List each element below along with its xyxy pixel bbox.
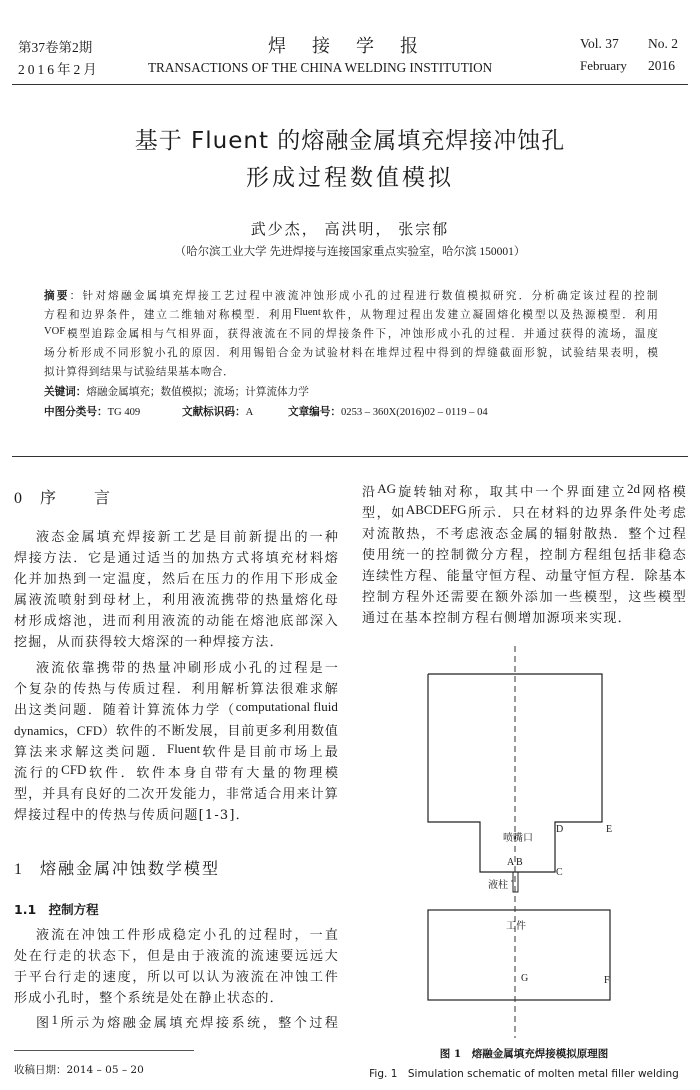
- body-left-line: 形成小孔时，整个系统是处在静止状态的．: [14, 991, 284, 1006]
- journal-month-en: February: [580, 58, 627, 73]
- body-right-line: 对 流 散 热 ， 不 考 虑 液 态 金 属 的 辐 射 散 热 ． 整 个 过 程: [362, 527, 686, 542]
- body-left-line: 液 流 在 冲 蚀 工 件 形 成 稳 定 小 孔 的 过 程 时 ， 一 直: [36, 928, 338, 943]
- body-left-line: 液 流 依 靠 携 带 的 热 量 冲 刷 形 成 小 孔 的 过 程 是 一: [36, 661, 338, 676]
- keywords-text: 熔融金属填充；数值模拟；流场；计算流体力学: [86, 386, 309, 398]
- received-date: 收稿日期：2014 – 05 – 20: [14, 1064, 144, 1076]
- journal-year-en: 2016: [648, 58, 675, 73]
- clc-label: 中图分类号：: [44, 406, 108, 418]
- body-left-line: 于 平 台 行 走 的 速 度 ， 所 以 可 以 认 为 液 流 在 冲 蚀 工 件: [14, 970, 338, 985]
- clc-value: TG 409: [107, 407, 141, 418]
- keywords-label: 关键词：: [44, 386, 87, 398]
- journal-name-en: TRANSACTIONS OF THE CHINA WELDING INSTITUTION: [148, 60, 493, 75]
- body-left-line: 挖掘，从而获得较大熔深的一种焊接方法．: [14, 635, 284, 650]
- subsection-1-1: 1.1 控制方程: [14, 902, 99, 917]
- abstract-line-1: 摘 要 ： 针 对 熔 融 金 属 填 充 焊 接 工 艺 过 程 中 液 流 冲 蚀 形 成 小 孔 的 过 程 进 行 数 值 模 拟 研 究 ． 分 析 确 定 该 过 程 的 控 制: [44, 290, 658, 302]
- body-left-line: 材 形 成 熔 池 ， 进 而 利 用 液 流 的 动 能 在 熔 池 底 部 深 入: [14, 614, 338, 629]
- section-0-title: 序 言: [40, 488, 113, 507]
- body-right-line: 控 制 方 程 外 还 需 要 在 额 外 添 加 一 些 模 型 ， 这 些 模 型: [362, 590, 686, 605]
- figure-label-nozzle: 喷嘴口: [503, 833, 533, 844]
- figure-label-g: G: [521, 973, 529, 984]
- article-value: 0253 – 360X(2016)02 – 0119 – 04: [340, 407, 488, 418]
- body-left-line: 算 法 来 求 解 这 类 问 题 ． Fluent 软 件 是 目 前 市 场 上 最: [14, 741, 338, 760]
- body-left-line: 属 液 流 喷 射 到 母 材 上 ， 利 用 液 流 携 带 的 热 量 熔 化 母: [14, 593, 338, 608]
- figure-label-b: B: [516, 857, 523, 868]
- figure-label-liquid: 液柱: [488, 880, 508, 891]
- section-0-number: 0: [14, 490, 22, 507]
- body-left-line: 焊 接 方 法 ． 它 是 通 过 适 当 的 加 热 方 式 将 填 充 材 料 熔: [14, 551, 338, 566]
- section-0-heading: [14, 485, 112, 508]
- abstract-line-2: 方 程 和 边 界 条 件 ， 建 立 二 维 轴 对 称 模 型 ． 利 用 Fluent 软 件 ， 从 物 理 过 程 出 发 建 立 凝 固 熔 化 模 型 以 及 热 源 模 型 ． 利 用: [44, 307, 658, 321]
- body-left-line: 图 1 所 示 为 熔 融 金 属 填 充 焊 接 系 统 ， 整 个 过 程: [36, 1012, 338, 1031]
- body-left-line: 型 ， 并 具 有 良 好 的 二 次 开 发 能 力 ， 非 常 适 合 用 来 计 算: [14, 787, 338, 802]
- section-1-heading: [14, 856, 220, 879]
- paper-title-line1: 基于 Fluent 的熔融金属填充焊接冲蚀孔: [134, 128, 566, 154]
- body-right-line: 使 用 统 一 的 控 制 微 分 方 程 ， 控 制 方 程 组 包 括 非 稳 态: [362, 548, 686, 563]
- doc-label: 文献标识码：: [182, 406, 246, 418]
- abstract-line-5: 拟计算得到结果与试验结果基本吻合．: [44, 366, 235, 378]
- keywords: [44, 384, 309, 399]
- header-rule: [12, 84, 688, 85]
- body-left-line: 流 行 的 CFD 软 件 ． 软 件 本 身 自 带 有 大 量 的 物 理 模: [14, 762, 338, 781]
- paper-title-line2: 形成过程数值模拟: [246, 165, 454, 191]
- paper-authors: 武少杰， 高洪明， 张宗郁: [250, 222, 450, 238]
- body-left-line: 化 并 加 热 到 一 定 温 度 ， 然 后 在 压 力 的 作 用 下 形 成 金: [14, 572, 338, 587]
- figure-label-c: C: [556, 867, 563, 878]
- body-left-line: 个 复 杂 的 传 热 与 传 质 过 程 ． 利 用 解 析 算 法 很 难 求 解: [14, 682, 338, 697]
- abstract-line-3: VOF 模 型 追 踪 金 属 相 与 气 相 界 面 ， 获 得 液 流 在 不 同 的 焊 接 条 件 下 ， 冲 蚀 形 成 小 孔 的 过 程 ． 并 通 过 获 得 的 流 场 ， 温 度: [44, 326, 658, 340]
- body-right-line: 通过在基本控制方程右侧增加源项来实现．: [362, 611, 632, 626]
- figure-label-d: D: [556, 824, 564, 835]
- article-number: [288, 404, 488, 419]
- body-right-line: 连 续 性 方 程 、 能 量 守 恒 方 程 、 动 量 守 恒 方 程 ． 除 基 本: [362, 569, 686, 584]
- body-left-line: 焊接过程中的传热与传质问题[1-3]．: [14, 808, 250, 823]
- section-1-title: 熔融金属冲蚀数学模型: [40, 859, 221, 878]
- footnote-rule: [14, 1050, 194, 1051]
- figure-label-a: A: [507, 857, 515, 868]
- article-label: 文章编号：: [288, 406, 341, 418]
- figure-1-caption-cn: 图 1 熔融金属填充焊接模拟原理图: [439, 1048, 609, 1060]
- body-right-line: 型 ， 如 ABCDEFG 所 示 ． 只 在 材 料 的 边 界 条 件 处 考 虑: [362, 502, 686, 521]
- section-1-number: 1: [14, 861, 22, 878]
- journal-name-cn: 焊接学报: [268, 36, 444, 56]
- body-left-line: dynamics，CFD） 软 件 的 不 断 发 展 ， 目 前 更 多 利 用 数 值: [14, 723, 338, 739]
- document-code: [182, 404, 253, 419]
- journal-volume: 第37卷第2期: [18, 40, 93, 55]
- body-left-line: 处 在 行 走 的 状 态 下 ， 但 是 由 于 液 流 的 流 速 要 远 远 大: [14, 949, 338, 964]
- journal-vol-en: Vol. 37: [580, 36, 619, 51]
- clc-number: [44, 404, 140, 419]
- body-left-line: 出 这 类 问 题 ． 随 着 计 算 流 体 力 学 （ computational fluid: [14, 699, 338, 718]
- abstract-line-4: 场 分 析 形 成 不 同 形 貌 小 孔 的 原 因 ． 利 用 锡 铅 合 金 为 试 验 材 料 在 堆 焊 过 程 中 得 到 的 焊 缝 截 面 形 貌 ， 试 验 结 果 表 明 ， 模: [44, 347, 658, 359]
- paper-affiliation: （哈尔滨工业大学 先进焊接与连接国家重点实验室，哈尔滨 150001）: [174, 246, 526, 258]
- figure-label-e: E: [606, 824, 613, 835]
- journal-date: 2016年2月: [18, 62, 100, 77]
- figure-1-caption-en: Fig. 1 Simulation schematic of molten metal filler welding: [369, 1068, 679, 1080]
- abstract-rule: [12, 456, 688, 457]
- doc-value: A: [245, 407, 254, 418]
- figure-label-f: F: [604, 975, 610, 986]
- body-left-line: 液 态 金 属 填 充 焊 接 新 工 艺 是 目 前 新 提 出 的 一 种: [36, 530, 338, 545]
- journal-no-en: No. 2: [648, 36, 678, 51]
- figure-label-workpiece: 工件: [506, 921, 526, 932]
- body-right-line: 沿 AG 旋 转 轴 对 称 ， 取 其 中 一 个 界 面 建 立 2d 网 格 模: [362, 481, 686, 500]
